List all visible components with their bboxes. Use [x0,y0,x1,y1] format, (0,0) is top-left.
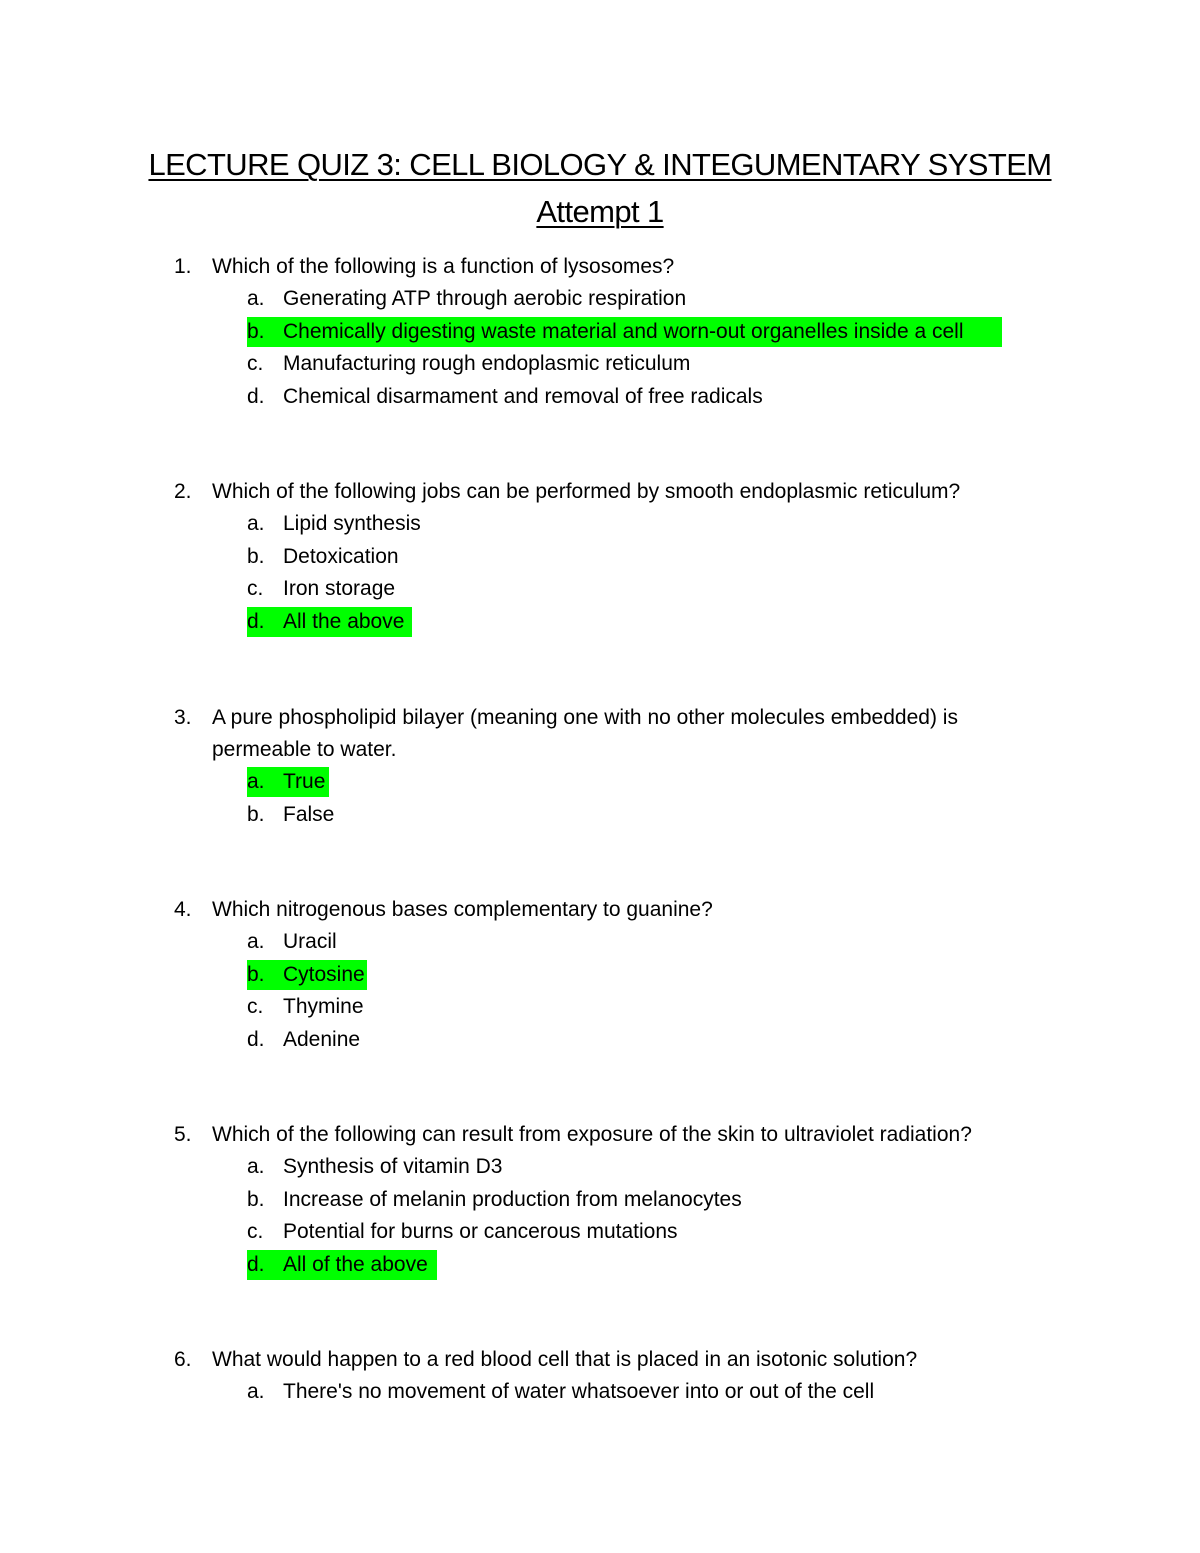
option-letter: b. [247,802,265,826]
question-1 [0,251,1200,413]
correct-answer-option [0,316,1200,349]
question-number: 3. [174,706,192,729]
question-text: Which of the following can result from exposure of the skin to ultraviolet radiation? [212,1123,972,1146]
quiz-title: LECTURE QUIZ 3: CELL BIOLOGY & INTEGUMENTARY SYSTEM [148,147,1052,182]
option-letter: b. [247,962,265,986]
option-letter: d. [247,1252,265,1276]
option-letter: a. [247,930,265,953]
option-text: Thymine [283,995,364,1018]
option-text: Increase of melanin production from melanocytes [283,1187,742,1211]
question-6 [0,1344,1200,1409]
option-letter: d. [247,609,265,633]
answer-option [0,348,1200,381]
option-letter: c. [247,352,264,375]
option-text: Iron storage [283,577,396,600]
option-letter: b. [247,544,265,568]
option-text: All the above [283,609,405,633]
answer-option [0,926,1200,959]
option-text: Lipid synthesis [283,512,421,535]
option-text: Chemically digesting waste material and worn-out organelles inside a cell [283,319,964,343]
answer-option [0,381,1200,414]
question-2 [0,476,1200,638]
option-text: All of the above [283,1252,428,1276]
question-number: 4. [174,898,192,921]
question-text: Which of the following jobs can be performed by smooth endoplasmic reticulum? [212,480,961,503]
answer-option [0,991,1200,1024]
answer-option [0,508,1200,541]
answer-option [0,1216,1200,1249]
question-text: What would happen to a red blood cell that is placed in an isotonic solution? [212,1348,918,1371]
option-letter: b. [247,1187,265,1211]
answer-option [0,1024,1200,1057]
option-text: False [283,802,335,826]
correct-answer-option [0,606,1200,639]
answer-option [0,1151,1200,1184]
option-text: Generating ATP through aerobic respiration [283,287,687,310]
option-letter: d. [247,1027,265,1051]
option-text: True [283,770,326,793]
question-text: Which nitrogenous bases complementary to guanine? [212,898,713,921]
option-letter: a. [247,287,265,310]
question-number: 6. [174,1348,192,1371]
correct-answer-option [0,766,1200,799]
option-text: Detoxication [283,544,399,568]
option-text: Potential for burns or cancerous mutations [283,1220,678,1243]
answer-option [0,1376,1200,1409]
option-text: There's no movement of water whatsoever into or out of the cell [283,1380,875,1403]
attempt-subtitle: Attempt 1 [536,194,664,229]
option-letter: a. [247,770,265,793]
answer-option [0,573,1200,606]
correct-answer-option [0,959,1200,992]
option-text: Cytosine [283,962,365,986]
question-text: Which of the following is a function of lysosomes? [212,255,675,278]
answer-option [0,541,1200,574]
option-text: Adenine [283,1027,361,1051]
correct-answer-option [0,1249,1200,1282]
question-number: 2. [174,480,192,503]
option-text: Uracil [283,930,337,953]
question-text: A pure phospholipid bilayer (meaning one with no other molecules embedded) is permeable to water. [212,706,958,761]
option-letter: a. [247,1380,265,1403]
question-number: 1. [174,255,192,278]
option-letter: c. [247,1220,264,1243]
question-4 [0,894,1200,1056]
option-text: Manufacturing rough endoplasmic reticulum [283,352,691,375]
question-stem [0,1344,1200,1376]
option-text: Chemical disarmament and removal of free radicals [283,384,763,408]
option-letter: c. [247,577,264,600]
option-letter: c. [247,995,264,1018]
option-letter: a. [247,1155,265,1178]
option-text: Synthesis of vitamin D3 [283,1155,503,1178]
question-stem [0,476,1200,508]
answer-option [0,283,1200,316]
question-stem [0,894,1200,926]
answer-option [0,1184,1200,1217]
answer-option [0,799,1200,832]
option-letter: b. [247,319,265,343]
question-3 [0,702,1200,831]
option-letter: a. [247,512,265,535]
question-stem [0,251,1200,283]
question-number: 5. [174,1123,192,1146]
option-letter: d. [247,384,265,408]
question-5 [0,1119,1200,1281]
question-stem [0,1119,1200,1151]
question-stem [0,702,1200,766]
